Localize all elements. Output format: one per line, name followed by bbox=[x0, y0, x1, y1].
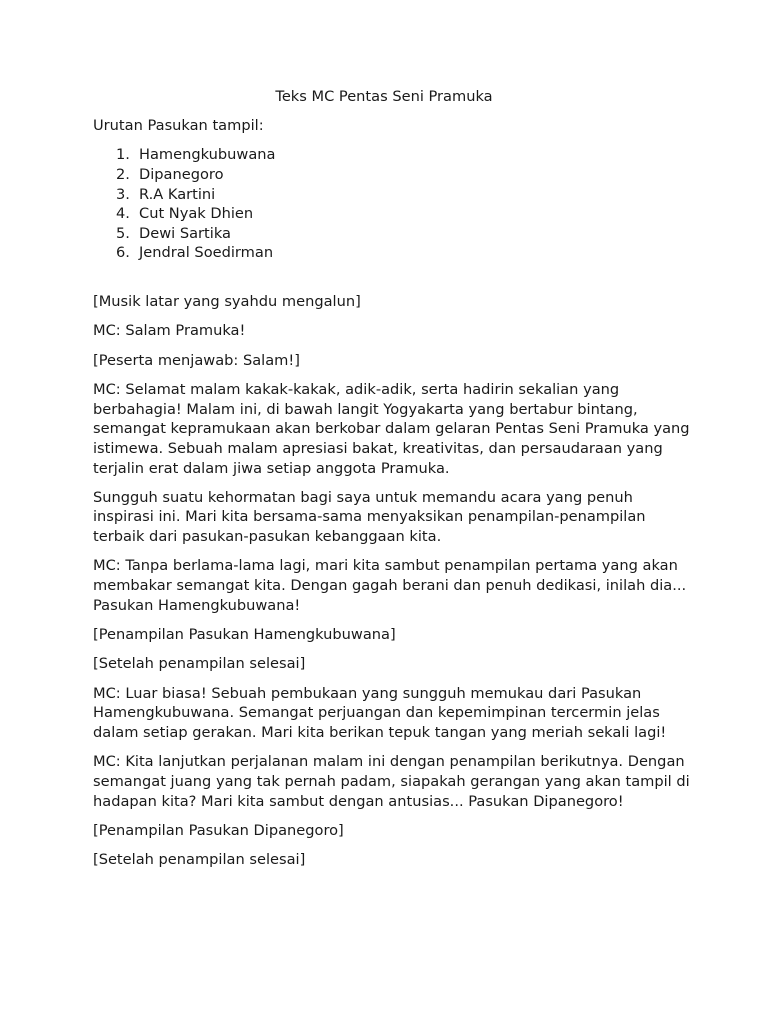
stage-direction: [Setelah penampilan selesai] bbox=[93, 851, 306, 869]
document-body bbox=[93, 116, 693, 880]
list-item bbox=[93, 243, 693, 263]
mc-line: MC: Tanpa berlama-lama lagi, mari kita sambut penampilan pertama yang akan membakar semangat kita. Dengan gagah berani dan penuh dedikasi, inilah dia... Pasukan Hamengkubuwana! bbox=[93, 557, 687, 614]
mc-line: MC: Luar biasa! Sebuah pembukaan yang sungguh memukau dari Pasukan Hamengkubuwana. Semangat perjuangan dan kepemimpinan tercermin jelas dalam setiap gerakan. Mari kita berikan tepuk tangan yang meriah sekali lagi! bbox=[93, 684, 667, 742]
list-item bbox=[93, 204, 693, 224]
stage-direction: [Musik latar yang syahdu mengalun] bbox=[93, 292, 361, 310]
mc-line: MC: Salam Pramuka! bbox=[93, 322, 246, 340]
stage-direction: [Peserta menjawab: Salam!] bbox=[93, 351, 300, 369]
list-number: 6. bbox=[116, 244, 130, 262]
list-text: Jendral Soedirman bbox=[139, 244, 274, 262]
list-text: Dewi Sartika bbox=[139, 224, 231, 242]
mc-line: Sungguh suatu kehormatan bagi saya untuk memandu acara yang penuh inspirasi ini. Mari kita bersama-sama menyaksikan penampilan-penampilan terbaik dari pasukan-pasukan kebanggaan kita. bbox=[93, 488, 646, 546]
order-heading: Urutan Pasukan tampil: bbox=[93, 117, 264, 134]
list-item bbox=[93, 185, 693, 205]
troop-order-list bbox=[93, 145, 693, 263]
list-text: Hamengkubuwana bbox=[139, 146, 276, 164]
list-number: 2. bbox=[116, 165, 130, 183]
list-text: R.A Kartini bbox=[139, 185, 216, 203]
stage-direction: [Penampilan Pasukan Dipanegoro] bbox=[93, 821, 344, 839]
mc-line: MC: Kita lanjutkan perjalanan malam ini dengan penampilan berikutnya. Dengan semangat juang yang tak pernah padam, siapakah gerangan yang akan tampil di hadapan kita? Mari kita sambut dengan antusias... Pasukan Dipanegoro! bbox=[93, 753, 690, 810]
list-number: 1. bbox=[116, 146, 130, 164]
stage-direction: [Penampilan Pasukan Hamengkubuwana] bbox=[93, 626, 396, 644]
list-text: Dipanegoro bbox=[139, 165, 224, 183]
list-item bbox=[93, 165, 693, 185]
mc-line: MC: Selamat malam kakak-kakak, adik-adik, serta hadirin sekalian yang berbahagia! Malam ini, di bawah langit Yogyakarta yang bertabur bintang, semangat kepramukaan akan berkobar dalam gelaran Pentas Seni Pramuka yang istimewa. Sebuah malam apresiasi bakat, kreativitas, dan persaudaraan yang terjalin erat dalam jiwa setiap anggota Pramuka. bbox=[93, 381, 690, 477]
list-number: 5. bbox=[116, 224, 130, 242]
document-title: Teks MC Pentas Seni Pramuka bbox=[275, 88, 493, 105]
list-item bbox=[93, 224, 693, 244]
list-text: Cut Nyak Dhien bbox=[139, 205, 254, 223]
list-item bbox=[93, 145, 693, 165]
list-number: 3. bbox=[116, 185, 130, 203]
list-number: 4. bbox=[116, 205, 130, 223]
stage-direction: [Setelah penampilan selesai] bbox=[93, 655, 306, 673]
